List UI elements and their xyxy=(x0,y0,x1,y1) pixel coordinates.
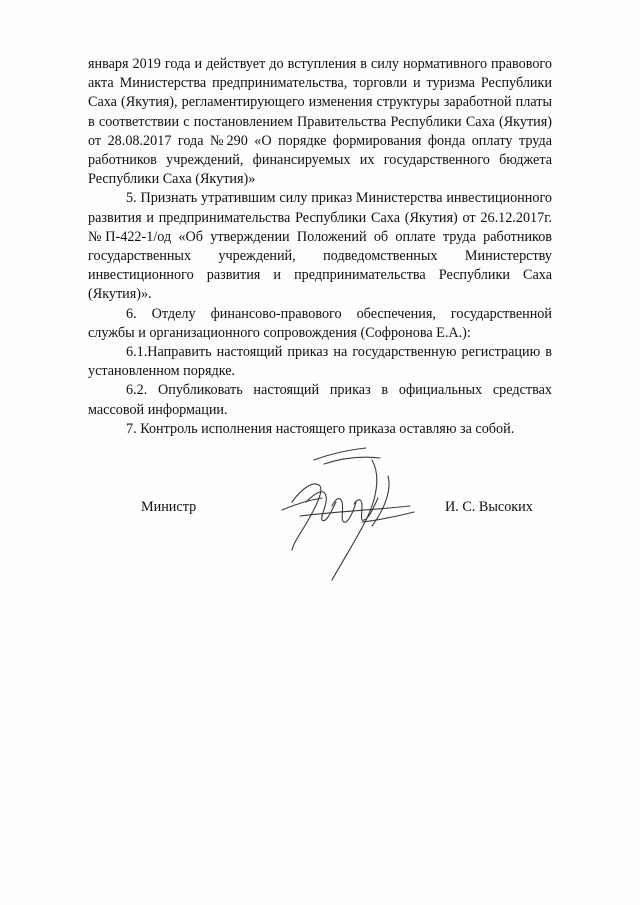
signatory-name: И. С. Высоких xyxy=(445,499,533,515)
paragraph-item-6-2: 6.2. Опубликовать настоящий приказ в официальных средствах массовой информации. xyxy=(88,382,552,418)
signatory-title: Министр xyxy=(141,499,197,515)
paragraph-item-6-1: 6.1.Направить настоящий приказ на государственную регистрацию в установленном порядке. xyxy=(88,344,552,380)
paragraph-item-7: 7. Контроль исполнения настоящего приказа оставляю за собой. xyxy=(126,420,515,437)
handwritten-signature xyxy=(262,440,432,590)
paragraph-continuation: января 2019 года и действует до вступления в силу нормативного правового акта Министерства предпринимательства, торговли и туризма Республики Саха (Якутия), регламентирующего изменения структуры заработной платы в соответствии с постановлением Правительства Республики Саха (Якутия) от 28.08.2017 года №290 «О порядке формирования фонда оплату труда работников учреждений, финансируемых их государственного бюджета Республики Саха (Якутия)» xyxy=(88,56,552,188)
paragraph-item-5: 5. Признать утратившим силу приказ Министерства инвестиционного развития и предпринимательства Республики Саха (Якутия) от 26.12.2017г. №П-422-1/од «Об утверждении Положений об оплате труда работников государственных учреждений, подведомственных Министерству инвестиционного развития и предпринимательства Республики Саха (Якутия)». xyxy=(88,190,552,303)
paragraph-item-6: 6. Отделу финансово-правового обеспечения, государственной службы и организационного сопровождения (Софронова Е.А.): xyxy=(88,305,552,341)
document-body xyxy=(88,55,552,439)
